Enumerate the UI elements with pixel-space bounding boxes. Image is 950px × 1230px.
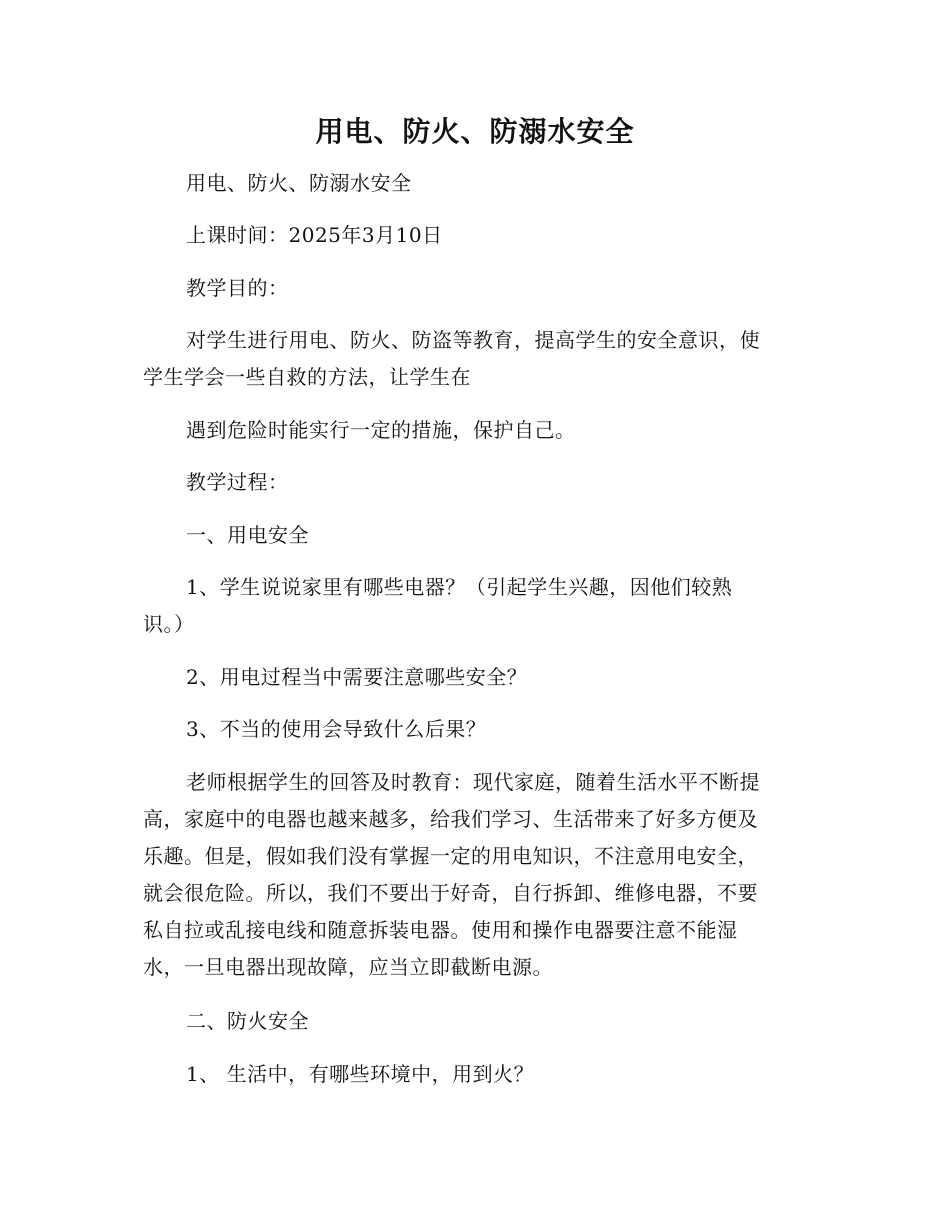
text-line: 对学生进行用电、防火、防盗等教育，提高学生的安全意识，使 bbox=[186, 328, 760, 352]
document-title: 用电、防火、防溺水安全 bbox=[315, 115, 635, 148]
text-line: 一、用电安全 bbox=[186, 523, 309, 547]
text-line: 1、 生活中，有哪些环境中，用到火？ bbox=[186, 1062, 535, 1086]
section-heading-fire bbox=[143, 1003, 803, 1040]
list-item-3 bbox=[143, 711, 803, 748]
paragraph-teacher-education bbox=[143, 764, 803, 986]
text-line: 就会很危险。所以，我们不要出于好奇，自行拆卸、维修电器，不要 bbox=[143, 881, 758, 905]
paragraph-objective-heading bbox=[143, 270, 803, 307]
text-line: 老师根据学生的回答及时教育：现代家庭，随着生活水平不断提 bbox=[186, 770, 760, 794]
paragraph-objective-cont bbox=[143, 412, 803, 449]
text-line: 高，家庭中的电器也越来越多，给我们学习、生活带来了好多方便及 bbox=[143, 807, 758, 831]
text-line: 上课时间：2025年3月10日 bbox=[186, 223, 443, 247]
text-line: 教学目的： bbox=[186, 276, 289, 300]
paragraph-subtitle bbox=[143, 165, 803, 202]
text-line: 遇到危险时能实行一定的措施，保护自己。 bbox=[186, 418, 576, 442]
text-line: 二、防火安全 bbox=[186, 1009, 309, 1033]
text-line: 识。） bbox=[143, 612, 195, 636]
text-line: 2、用电过程当中需要注意哪些安全？ bbox=[186, 665, 528, 689]
list-item-fire-1 bbox=[143, 1056, 803, 1093]
text-line: 水，一旦电器出现故障，应当立即截断电源。 bbox=[143, 955, 553, 979]
text-line: 私自拉或乱接电线和随意拆装电器。使用和操作电器要注意不能湿 bbox=[143, 918, 738, 942]
text-line: 乐趣。但是，假如我们没有掌握一定的用电知识，不注意用电安全， bbox=[143, 844, 758, 868]
text-line: 用电、防火、防溺水安全 bbox=[186, 171, 412, 195]
text-line: 教学过程： bbox=[186, 470, 289, 494]
list-item-2 bbox=[143, 659, 803, 696]
text-line: 学生学会一些自救的方法，让学生在 bbox=[143, 365, 471, 389]
list-item-1 bbox=[143, 569, 803, 643]
paragraph-process-heading bbox=[143, 464, 803, 501]
paragraph-objective bbox=[143, 322, 803, 396]
text-line: 1、学生说说家里有哪些电器？（引起学生兴趣，因他们较熟 bbox=[186, 575, 733, 599]
section-heading-electric bbox=[143, 517, 803, 554]
text-line: 3、不当的使用会导致什么后果？ bbox=[186, 717, 487, 741]
paragraph-class-time bbox=[143, 217, 803, 254]
